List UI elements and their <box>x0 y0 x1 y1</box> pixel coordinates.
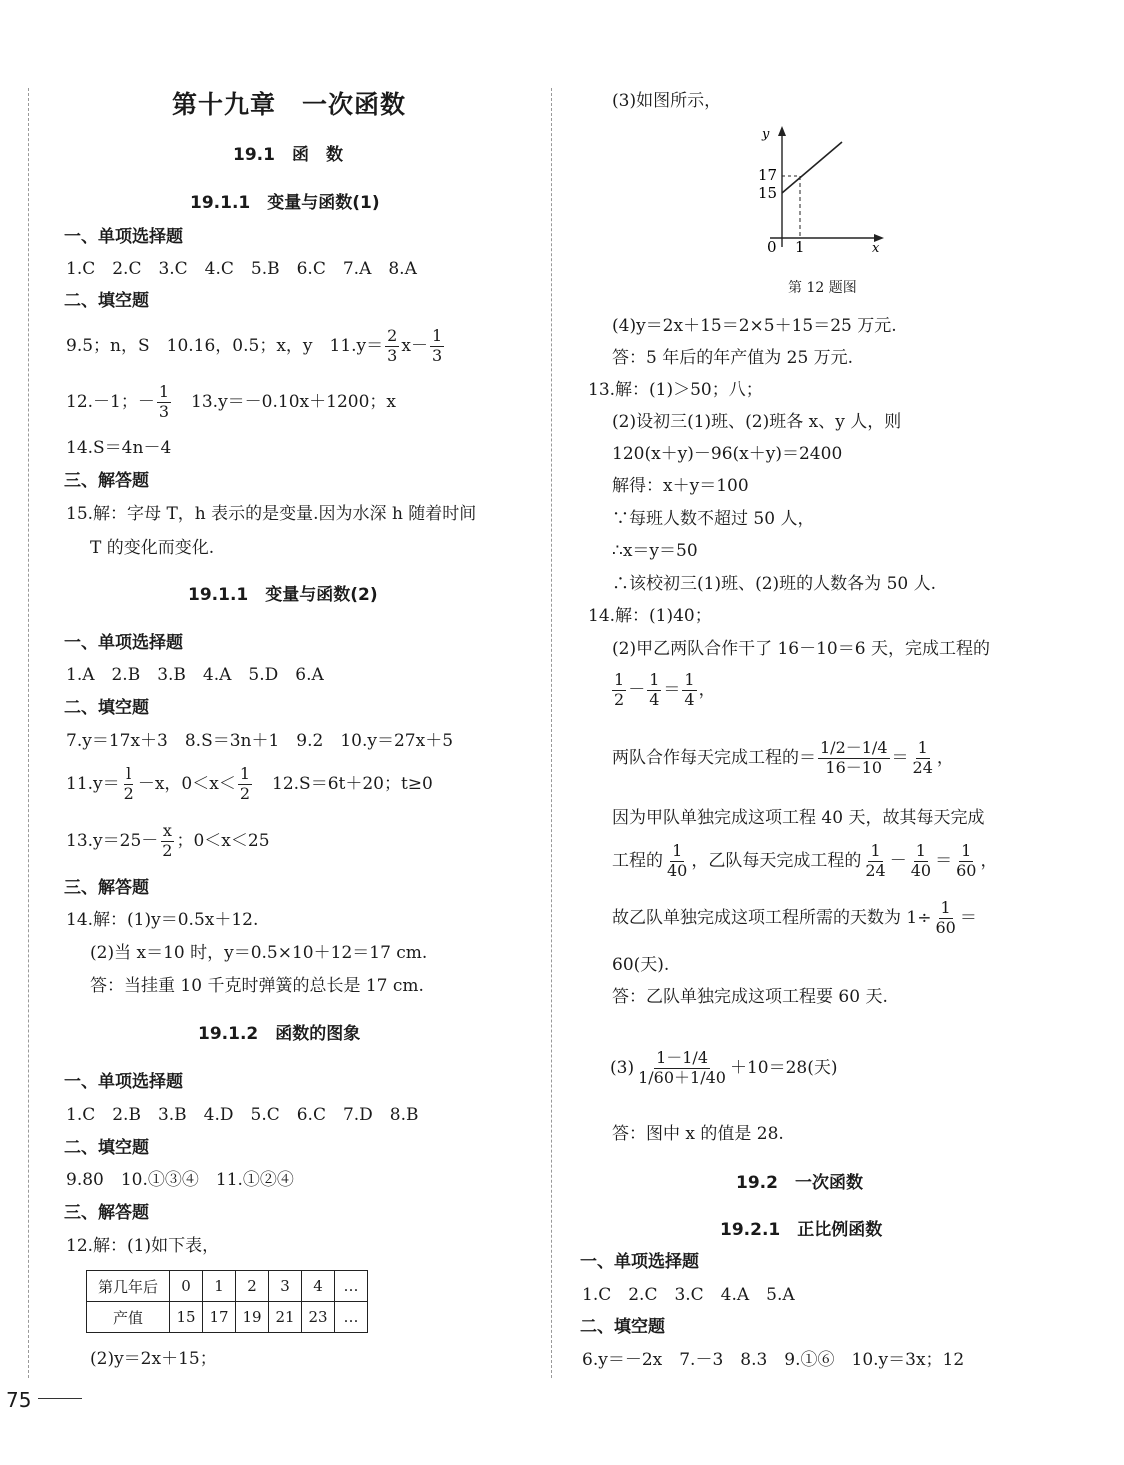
answer-line: $\frac{1}{2}$ － $\frac{1}{4}$ ＝ $\frac{1}{4}$ ， <box>614 670 716 709</box>
part-heading: 三、解答题 <box>64 471 149 491</box>
fraction: $\frac{1}{3}$ <box>431 326 443 365</box>
fraction: $\frac{2}{3}$ <box>387 326 398 365</box>
table-cell: 19 <box>236 1302 269 1333</box>
table-row <box>87 1271 368 1302</box>
x-axis-label: x <box>872 241 880 256</box>
table-cell: 4 <box>302 1271 335 1302</box>
part-heading: 三、解答题 <box>64 878 149 898</box>
answer-line: 1.C 2.C 3.C 4.C 5.B 6.C 7.A 8.A <box>66 259 417 279</box>
answer-line: 因为甲队单独完成这项工程 40 天，故其每天完成 <box>612 808 985 828</box>
data-table <box>86 1270 368 1333</box>
answer-line: (4)y＝2x＋15＝2×5＋15＝25 万元. <box>612 316 897 336</box>
answer-line: 工程的 $\frac{1}{40}$ ，乙队每天完成工程的 $\frac{1}{24}$ － $\frac{1}{40}$ ＝ $\frac{1}{60}$ ， <box>612 841 998 880</box>
table-cell: 第几年后 <box>87 1271 170 1302</box>
answer-line: 15.解：字母 T，h 表示的是变量.因为水深 h 随着时间 <box>66 504 477 524</box>
answer-line: 9.80 10.①③④ 11.①②④ <box>66 1170 294 1190</box>
fraction: $\frac{1}{4}$ <box>649 670 660 709</box>
table-cell: 17 <box>203 1302 236 1333</box>
page-number: 75 <box>6 1388 32 1412</box>
left-margin-line <box>28 88 29 1378</box>
answer-line: 6.y＝－2x 7.－3 8.3 9.①⑥ 10.y＝3x；12 <box>582 1350 965 1370</box>
answer-line: ∴该校初三(1)班、(2)班的人数各为 50 人. <box>612 574 937 594</box>
fraction: $\frac{x}{2}$ <box>162 821 173 860</box>
fraction: $\frac{1}{2}$ <box>239 764 251 803</box>
fraction: $\frac{1}{60}$ <box>935 898 956 937</box>
answer-line: 120(x＋y)－96(x＋y)＝2400 <box>612 444 843 464</box>
column-divider <box>551 88 552 1378</box>
answer-line: 答：当挂重 10 千克时弹簧的总长是 17 cm. <box>90 976 424 996</box>
y-axis-label: y <box>762 127 770 142</box>
answer-line: 解得：x＋y＝100 <box>612 476 749 496</box>
part-heading: 一、单项选择题 <box>64 633 183 653</box>
subsection-heading: 19.1.2 函数的图象 <box>198 1024 361 1044</box>
part-heading: 二、填空题 <box>64 698 149 718</box>
answer-line: 答：图中 x 的值是 28. <box>612 1124 784 1144</box>
page-number-rule <box>38 1398 82 1399</box>
table-cell: 15 <box>170 1302 203 1333</box>
fraction: $\frac{1}{4}$ <box>684 670 695 709</box>
fraction: $\frac{1}{3}$ <box>158 382 170 421</box>
fraction: $\frac{l}{2}$ <box>123 764 134 803</box>
answer-line: 1.A 2.B 3.B 4.A 5.D 6.A <box>66 665 324 685</box>
table-cell: … <box>335 1271 368 1302</box>
answer-line: 60(天). <box>612 955 670 975</box>
section-heading: 19.1 函 数 <box>233 145 343 165</box>
answer-line: (2)当 x＝10 时，y＝0.5×10＋12＝17 cm. <box>90 943 428 963</box>
part-heading: 三、解答题 <box>64 1203 149 1223</box>
answer-line: (3) $\frac{1-1/4}{1/60+1/40}$ ＋10＝28(天) <box>610 1048 838 1087</box>
complex-fraction: $\frac{1-1/4}{1/60+1/40}$ <box>638 1048 726 1087</box>
y-tick-17: 17 <box>758 166 778 184</box>
table-cell: 21 <box>269 1302 302 1333</box>
table-row <box>87 1302 368 1333</box>
answer-line: 14.解：(1)y＝0.5x＋12. <box>66 910 259 930</box>
answer-line: 两队合作每天完成工程的＝ $\frac{1/2-1/4}{16-10}$ ＝ $\frac{1}{24}$ ， <box>612 738 954 777</box>
answer-line: 14.S＝4n－4 <box>66 438 172 458</box>
fraction: $\frac{1}{60}$ <box>956 841 977 880</box>
answer-line: 12.解：(1)如下表， <box>66 1236 220 1256</box>
graph-line <box>782 142 842 193</box>
y-axis-arrow <box>778 126 786 136</box>
answer-line: 9.5；n，S 10.16，0.5；x，y 11.y＝ $\frac{2}{3}$ x－ $\frac{1}{3}$ <box>66 326 443 365</box>
answer-line: ∵每班人数不超过 50 人， <box>612 509 815 529</box>
fraction: $\frac{1}{24}$ <box>912 738 933 777</box>
answer-line: ∴x＝y＝50 <box>612 541 698 561</box>
subsection-heading: 19.2.1 正比例函数 <box>720 1220 883 1240</box>
table-cell: … <box>335 1302 368 1333</box>
answer-line: (2)y＝2x＋15； <box>90 1349 217 1369</box>
answer-line: 13.y＝25－ $\frac{x}{2}$ ；0＜x＜25 <box>66 821 270 860</box>
answer-line: 答：乙队单独完成这项工程要 60 天. <box>612 987 888 1007</box>
answer-line: 11.y＝ $\frac{l}{2}$ －x，0＜x＜ $\frac{1}{2}$ 12.S＝6t＋20；t≥0 <box>66 764 433 803</box>
fraction: $\frac{1}{2}$ <box>614 670 625 709</box>
fraction: $\frac{1}{24}$ <box>865 841 886 880</box>
table-cell: 产值 <box>87 1302 170 1333</box>
fraction: $\frac{1}{40}$ <box>667 841 688 880</box>
table-cell: 0 <box>170 1271 203 1302</box>
subsection-heading: 19.1.1 变量与函数(2) <box>188 585 378 605</box>
table-cell: 1 <box>203 1271 236 1302</box>
complex-fraction: $\frac{1/2-1/4}{16-10}$ <box>820 738 888 777</box>
answer-line: 13.解：(1)＞50；八； <box>588 380 763 400</box>
function-graph <box>740 122 900 262</box>
answer-line: (2)甲乙两队合作干了 16－10＝6 天，完成工程的 <box>612 639 990 659</box>
x-tick-1: 1 <box>795 238 805 256</box>
answer-line: 故乙队单独完成这项工程所需的天数为 1÷ $\frac{1}{60}$ ＝ <box>612 898 977 937</box>
chapter-title: 第十九章 一次函数 <box>172 90 407 119</box>
part-heading: 二、填空题 <box>64 1138 149 1158</box>
figure-caption: 第 12 题图 <box>788 280 857 296</box>
answer-line: (3)如图所示， <box>612 91 722 111</box>
answer-line: 1.C 2.B 3.B 4.D 5.C 6.C 7.D 8.B <box>66 1105 419 1125</box>
part-heading: 二、填空题 <box>64 291 149 311</box>
part-heading: 一、单项选择题 <box>64 227 183 247</box>
y-tick-15: 15 <box>758 184 778 202</box>
subsection-heading: 19.1.1 变量与函数(1) <box>190 193 380 213</box>
answer-line: (2)设初三(1)班、(2)班各 x、y 人，则 <box>612 412 902 432</box>
table-cell: 23 <box>302 1302 335 1333</box>
table-cell: 2 <box>236 1271 269 1302</box>
answer-line: 14.解：(1)40； <box>588 606 712 626</box>
part-heading: 一、单项选择题 <box>580 1252 699 1272</box>
section-heading: 19.2 一次函数 <box>736 1173 863 1193</box>
part-heading: 一、单项选择题 <box>64 1072 183 1092</box>
answer-line: 1.C 2.C 3.C 4.A 5.A <box>582 1285 795 1305</box>
fraction: $\frac{1}{40}$ <box>910 841 932 880</box>
origin-label: 0 <box>767 238 777 256</box>
fill-text: 9.5；n，S 10.16，0.5；x，y 11.y＝ <box>66 335 384 356</box>
part-heading: 二、填空题 <box>580 1317 665 1337</box>
answer-line: 答：5 年后的年产值为 25 万元. <box>612 348 854 368</box>
answer-line: 7.y＝17x＋3 8.S＝3n＋1 9.2 10.y＝27x＋5 <box>66 731 454 751</box>
table-cell: 3 <box>269 1271 302 1302</box>
answer-line: T 的变化而变化. <box>90 538 215 558</box>
answer-line: 12.－1；－ $\frac{1}{3}$ 13.y＝－0.10x＋1200；x <box>66 382 396 421</box>
